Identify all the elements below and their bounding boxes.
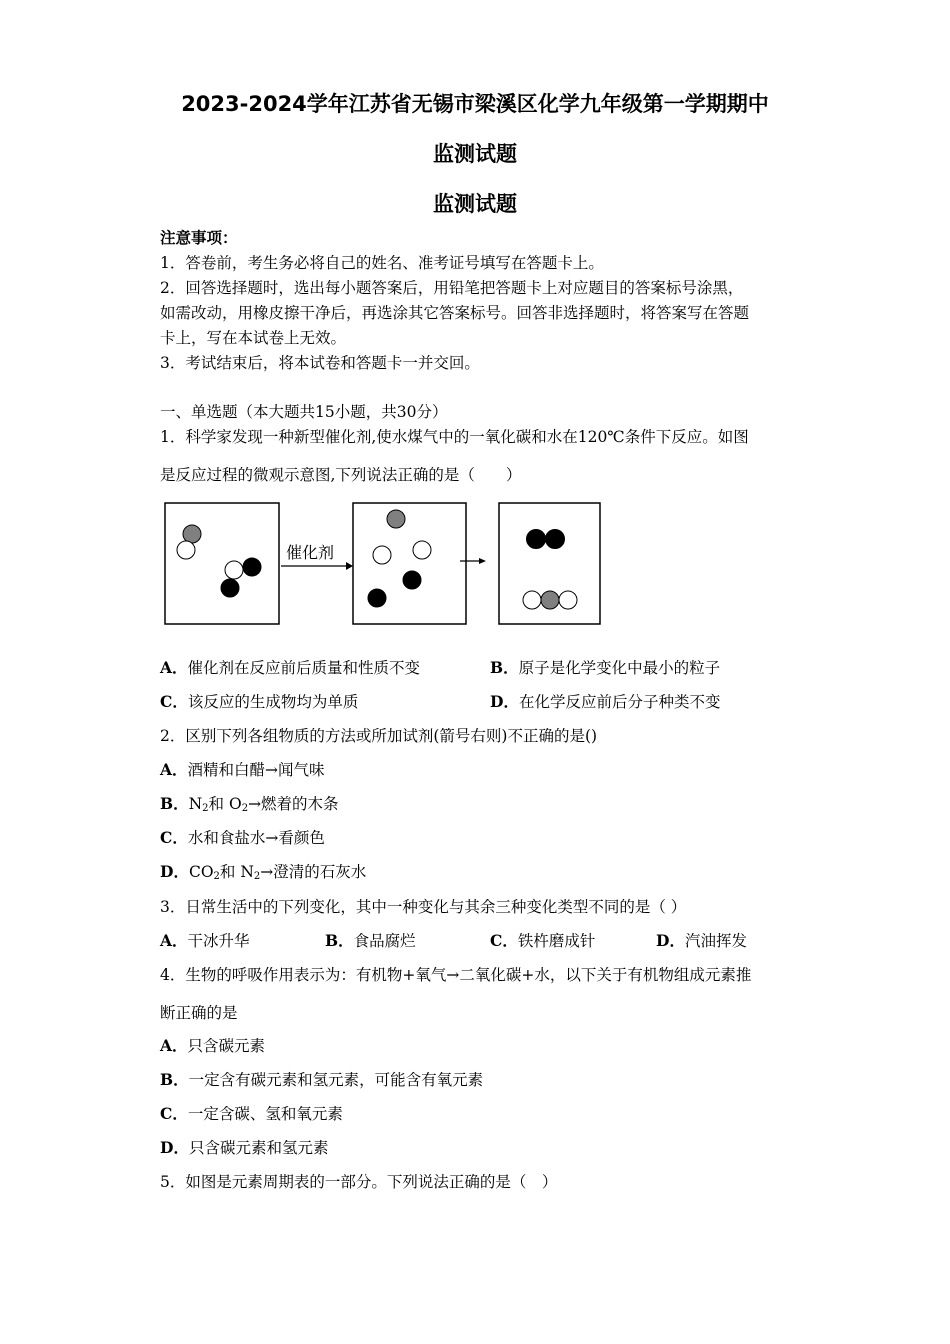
atom-black — [403, 571, 421, 589]
atom-white — [225, 561, 243, 579]
option-label: A． — [160, 931, 188, 950]
q1-option-a — [160, 656, 420, 678]
option-label: C． — [490, 931, 518, 950]
formula-part: →澄清的石灰水 — [260, 863, 367, 881]
q2-option-c — [160, 826, 325, 848]
option-text: 一定含有碳元素和氢元素，可能含有氧元素 — [188, 1071, 484, 1089]
q4-option-c — [160, 1102, 343, 1124]
atom-black — [221, 579, 239, 597]
q4-stem-line2: 断正确的是 — [160, 1004, 238, 1022]
exam-title-line2: 监测试题 — [433, 142, 517, 166]
q2-option-d — [160, 860, 366, 882]
option-text: 酒精和白醋→闻气味 — [187, 761, 325, 779]
atom-gray — [387, 510, 405, 528]
q1-option-c — [160, 690, 358, 712]
notice-item-2-cont: 如需改动，用橡皮擦干净后，再选涂其它答案标号。回答非选择题时，将答案写在答题 — [160, 304, 750, 322]
q2-option-a — [160, 758, 325, 780]
subscript: 2 — [241, 803, 249, 814]
q3-option-d — [656, 929, 747, 951]
q1-option-b — [490, 656, 720, 678]
q3-option-b — [325, 929, 416, 951]
atom-white — [373, 546, 391, 564]
formula-part: CO — [188, 863, 214, 881]
atom-white — [413, 541, 431, 559]
option-text: 汽油挥发 — [684, 932, 747, 950]
option-label: B． — [325, 931, 354, 950]
option-text: 水和食盐水→看颜色 — [187, 829, 325, 847]
option-label: B． — [160, 794, 189, 813]
option-label: C． — [160, 1104, 188, 1123]
subscript: 2 — [213, 871, 220, 882]
q2-stem: 2．区别下列各组物质的方法或所加试剂(箭号右则)不正确的是() — [160, 727, 598, 745]
option-label: B． — [160, 1070, 189, 1089]
notice-item-2-cont2: 卡上，写在本试卷上无效。 — [160, 329, 347, 347]
formula-part: →燃着的木条 — [248, 795, 339, 813]
subscript: 2 — [202, 803, 209, 814]
notice-item-1: 1．答卷前，考生务必将自己的姓名、准考证号填写在答题卡上。 — [160, 254, 604, 272]
q3-option-c — [490, 929, 595, 951]
notice-heading: 注意事项： — [160, 228, 238, 247]
exam-title-line3: 监测试题 — [433, 192, 517, 216]
option-text: 只含碳元素 — [187, 1037, 266, 1055]
option-text: 催化剂在反应前后质量和性质不变 — [187, 659, 421, 677]
subscript: 2 — [253, 871, 261, 882]
formula-part: N — [188, 795, 203, 813]
option-label: B． — [490, 658, 519, 677]
q4-stem-line1: 4．生物的呼吸作用表示为：有机物+氧气→二氧化碳+水，以下关于有机物组成元素推 — [160, 966, 752, 984]
option-text: 铁杵磨成针 — [517, 932, 596, 950]
arrow-head — [346, 562, 353, 570]
option-label: A． — [160, 658, 188, 677]
q1-option-d — [490, 690, 720, 712]
notice-item-2: 2．回答选择题时，选出每小题答案后，用铅笔把答题卡上对应题目的答案标号涂黑， — [160, 279, 744, 297]
formula-part: 和 N — [219, 863, 254, 881]
atom-white — [559, 591, 577, 609]
section-heading: 一、单选题（本大题共15小题，共30分） — [160, 403, 448, 421]
option-label: D． — [490, 692, 519, 711]
option-label: A． — [160, 1036, 188, 1055]
atom-black — [527, 530, 546, 549]
q1-stem-line2: 是反应过程的微观示意图,下列说法正确的是（ ） — [160, 466, 522, 484]
atom-gray — [183, 525, 201, 543]
atom-black — [546, 530, 565, 549]
option-text: 该反应的生成物均为单质 — [187, 693, 359, 711]
option-text: 食品腐烂 — [353, 932, 416, 950]
exam-title-line1: 2023-2024学年江苏省无锡市梁溪区化学九年级第一学期期中 — [181, 92, 769, 116]
notice-item-3: 3．考试结束后，将本试卷和答题卡一并交回。 — [160, 354, 480, 372]
q3-stem: 3．日常生活中的下列变化，其中一种变化与其余三种变化类型不同的是（ ） — [160, 898, 687, 916]
catalyst-label: 催化剂 — [286, 543, 335, 562]
formula-part: 和 O — [208, 795, 242, 813]
intermediate-box — [353, 503, 466, 624]
q4-option-b — [160, 1068, 483, 1090]
reactants-box — [165, 503, 279, 624]
arrow-head — [479, 558, 486, 564]
option-text: 一定含碳、氢和氧元素 — [187, 1105, 343, 1123]
option-label: D． — [656, 931, 685, 950]
atom-white — [523, 591, 541, 609]
q3-option-a — [160, 929, 250, 951]
q5-stem: 5．如图是元素周期表的一部分。下列说法正确的是（ ） — [160, 1173, 558, 1191]
option-label: D． — [160, 862, 189, 881]
atom-black — [243, 558, 261, 576]
atom-black — [368, 589, 386, 607]
option-text: 只含碳元素和氢元素 — [188, 1139, 329, 1157]
atom-white — [177, 541, 195, 559]
option-text: 在化学反应前后分子种类不变 — [518, 693, 721, 711]
option-text: 干冰升华 — [187, 932, 250, 950]
option-label: C． — [160, 692, 188, 711]
atom-gray — [541, 591, 559, 609]
q4-option-a — [160, 1034, 265, 1056]
option-label: C． — [160, 828, 188, 847]
option-text: 原子是化学变化中最小的粒子 — [518, 659, 721, 677]
q1-stem-line1: 1．科学家发现一种新型催化剂,使水煤气中的一氧化碳和水在120℃条件下反应。如图 — [160, 428, 749, 446]
reaction-diagram — [160, 498, 610, 630]
option-label: A． — [160, 760, 188, 779]
option-label: D． — [160, 1138, 189, 1157]
q4-option-d — [160, 1136, 328, 1158]
q2-option-b — [160, 792, 339, 814]
